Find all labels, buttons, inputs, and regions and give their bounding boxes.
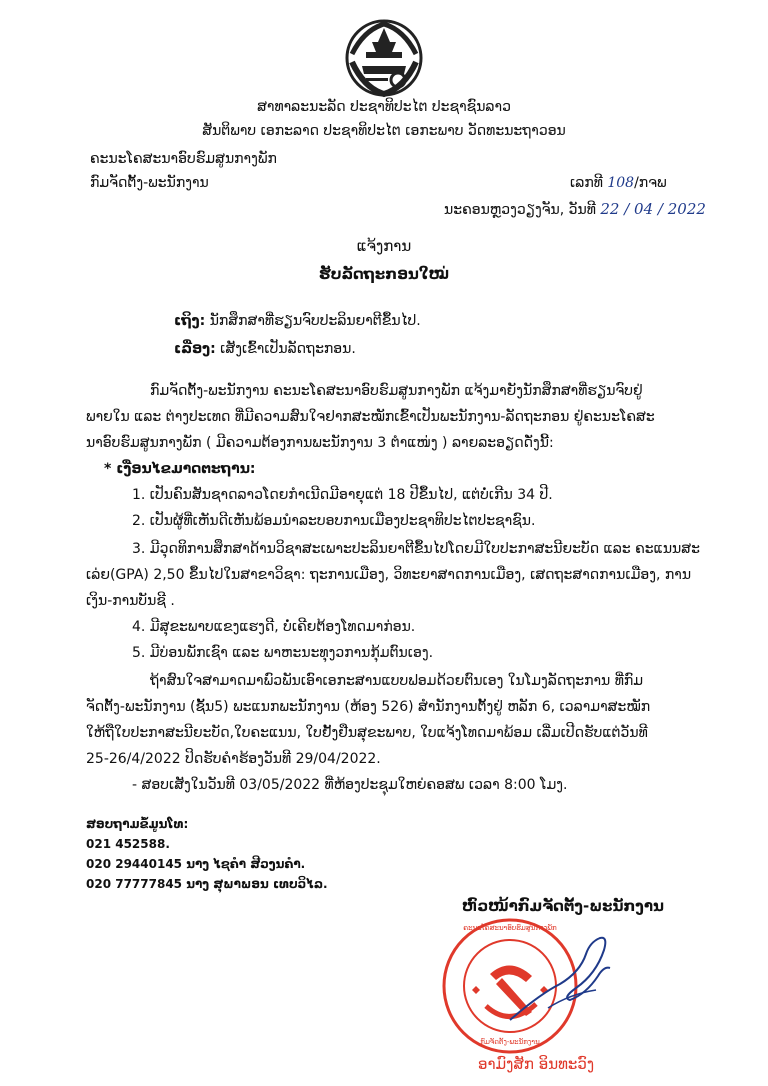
- intro-line-2: ພາຍໃນ ແລະ ຕ່າງປະເທດ ທີ່ມີຄວາມສົນໃຈຢາກສະໝັກເຂົ້າເປັນພະນັກງານ-ລັດຖະກອນ ຢູ່ຄະນະໂຄສະ: [86, 409, 655, 425]
- signatory-title: ຫົວໜ້າກົມຈັດຕັ້ງ-ພະນັກງານ: [462, 897, 664, 915]
- recipient-line: [174, 312, 421, 330]
- subject-label: ເລື່ອງ:: [174, 341, 216, 357]
- apply-line-2: ຈັດຕັ້ງ-ພະນັກງານ (ຊັ້ນ5) ພະແນກພະນັກງານ (ຫ້ອງ 526) ສຳນັກງານຕັ້ງຢູ່ ຫລັກ 6, ເວລາມາສະໝັກ: [86, 699, 651, 715]
- signer-name: ອາມົງສັກ ອິນທະວົງ: [478, 1055, 595, 1073]
- department-name: ກົມຈັດຕັ້ງ-ພະນັກງານ: [90, 175, 209, 191]
- notice-title: ແຈ້ງການ: [356, 237, 412, 255]
- national-emblem: [344, 18, 424, 98]
- reference-suffix: /ກຈພ: [634, 175, 667, 191]
- condition-2: 2. ເປັນຜູ້ທີ່ເຫັນດີເຫັນພ້ອມນຳລະບອບການເມືອງປະຊາທິປະໄຕປະຊາຊົນ.: [132, 513, 536, 529]
- subject-line: [174, 340, 356, 358]
- contact-phone-3: 020 77777845 ນາງ ສຸພາພອນ ເທບວິໄລ.: [86, 877, 328, 891]
- condition-3-line-1: 3. ມີວຸດທິການສຶກສາດ້ານວິຊາສະເພາະປະລິນຍາຕີຂຶ້ນໄປໂດຍມີໃບປະກາສະນີຍະບັດ ແລະ ຄະແນນສະ: [132, 541, 700, 557]
- contact-heading: ສອບຖາມຂໍ້ມູນໂທ:: [86, 817, 189, 831]
- condition-3-line-3: ເງິນ-ການບັນຊີ .: [86, 593, 175, 609]
- stamp-text-top: ຄະນະໂຄສະນາອົບຮົມສູນກາງພັກ: [463, 924, 557, 932]
- date-handwritten: 22 / 04 / 2022: [600, 200, 706, 218]
- apply-line-4: 25-26/4/2022 ປິດຮັບຄຳຮ້ອງວັນທີ 29/04/2022.: [86, 751, 381, 767]
- condition-1: 1. ເປັນຄົນສັນຊາດລາວໂດຍກຳເນີດມີອາຍຸແຕ່ 18 ປີຂຶ້ນໄປ, ແຕ່ບໍ່ເກີນ 34 ປີ.: [132, 487, 553, 503]
- subject-text: ເສັງເຂົ້າເປັນລັດຖະກອນ.: [220, 341, 356, 357]
- recipient-label: ເຖິງ:: [174, 313, 206, 329]
- place-date: [444, 200, 706, 219]
- intro-line-3: ນາອົບຮົມສູນກາງພັກ ( ມີຄວາມຕ້ອງການພະນັກງານ 3 ຕຳແໜ່ງ ) ລາຍລະອຽດດັ່ງນີ້:: [86, 435, 554, 451]
- contact-phone-1: 021 452588.: [86, 837, 170, 851]
- org-name: ຄະນະໂຄສະນາອົບຮົມສູນກາງພັກ: [90, 151, 277, 167]
- country-name: ສາທາລະນະລັດ ປະຊາທິປະໄຕ ປະຊາຊົນລາວ: [257, 99, 511, 115]
- reference-prefix: ເລກທີ: [570, 175, 603, 191]
- apply-line-1: ຖ້າສົນໃຈສາມາດມາພົວພັນເອົາເອກະສານແບບຟອມດ້ວຍຕົນເອງ ໃນໂມງລັດຖະການ ທີ່ກົມ: [150, 673, 644, 689]
- apply-line-3: ໃຫ້ຖືໃບປະກາສະນີຍະບັດ,ໃບຄະແນນ, ໃບຢັ້ງຢືນສຸຂະພາບ, ໃບແຈ້ງໂທດມາພ້ອມ ເລີ່ມເປີດຮັບແຕ່ວັນທີ: [86, 725, 648, 741]
- exam-date-line: - ສອບເສັງໃນວັນທີ 03/05/2022 ທີ່ຫ້ອງປະຊຸມໃຫຍ່ຄອສພ ເວລາ 8:00 ໂມງ.: [132, 777, 568, 793]
- handwritten-signature: [500, 924, 620, 1034]
- place-date-prefix: ນະຄອນຫຼວງວຽງຈັນ, ວັນທີ: [444, 202, 596, 218]
- condition-5: 5. ມີບ່ອນພັກເຊົາ ແລະ ພາຫະນະທຸງວການກຸ້ມຕົນເອງ.: [132, 645, 434, 661]
- national-motto: ສັນຕິພາບ ເອກະລາດ ປະຊາທິປະໄຕ ເອກະພາບ ວັດທະນະຖາວອນ: [202, 123, 566, 139]
- contact-block: [86, 816, 328, 892]
- contact-phone-2: 020 29440145 ນາງ ໄຊຄຳ ສີວງນຄຳ.: [86, 857, 306, 871]
- condition-4: 4. ມີສຸຂະພາບແຂງແຮງດີ, ບໍ່ເຄີຍຕ້ອງໂທດມາກ່ອນ.: [132, 619, 416, 635]
- stamp-text-bottom: ກົມຈັດຕັ້ງ-ພະນັກງານ: [480, 1038, 540, 1046]
- intro-line-1: ກົມຈັດຕັ້ງ-ພະນັກງານ ຄະນະໂຄສະນາອົບຮົມສູນກາງພັກ ແຈ້ງມາຍັງນັກສຶກສາທີ່ຮຽນຈົບຢູ່: [150, 383, 643, 399]
- condition-3-line-2: ເລ່ຍ(GPA) 2,50 ຂຶ້ນໄປໃນສາຂາວິຊາ: ຖະການເມືອງ, ວິທະຍາສາດການເມືອງ, ເສດຖະສາດການເມືອງ, ການ: [86, 567, 692, 583]
- conditions-heading: * ເງື່ອນໄຂມາດຕະຖານ:: [104, 461, 256, 477]
- reference-handwritten: 108: [607, 175, 635, 191]
- reference-number: [570, 174, 667, 192]
- notice-subtitle: ຮັບລັດຖະກອນໃໝ່: [318, 265, 450, 283]
- recipient-text: ນັກສຶກສາທີ່ຮຽນຈົບປະລິນຍາຕີຂຶ້ນໄປ.: [209, 313, 421, 329]
